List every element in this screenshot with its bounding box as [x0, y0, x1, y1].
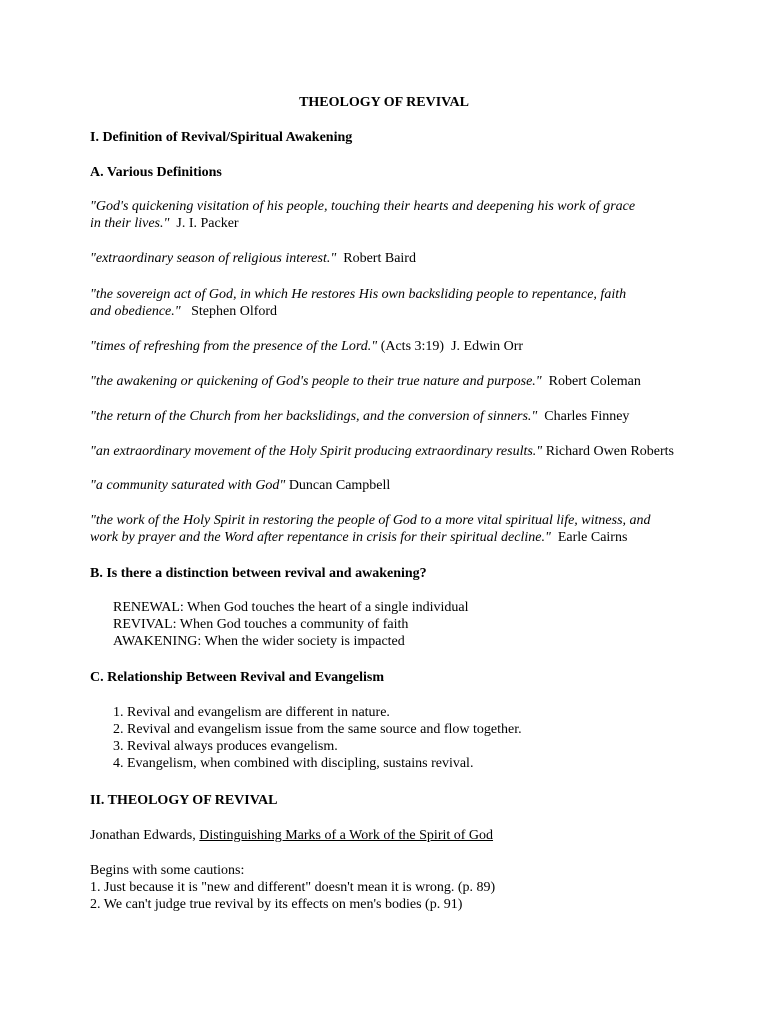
quote-source: Earle Cairns — [557, 530, 628, 545]
quote-text: "an extraordinary movement of the Holy Spirit producing extraordinary results." — [90, 444, 543, 459]
document-title: THEOLOGY OF REVIVAL — [299, 95, 469, 110]
quote-line — [90, 215, 740, 232]
definition-quote-roberts — [90, 443, 740, 460]
distinction-revival: REVIVAL: When God touches a community of faith — [113, 617, 409, 632]
section-1-heading: I. Definition of Revival/Spiritual Awakening — [90, 130, 353, 145]
quote-text: "the return of the Church from her backslidings, and the conversion of sinners." — [90, 409, 538, 424]
work-title: Distinguishing Marks of a Work of the Spirit of God — [199, 828, 494, 843]
definition-quote-olford — [90, 286, 740, 320]
subsection-b-heading: B. Is there a distinction between revival and awakening? — [90, 566, 427, 581]
distinction-awakening: AWAKENING: When the wider society is impacted — [113, 634, 405, 649]
quote-source: Robert Baird — [343, 251, 416, 266]
cautions-intro: Begins with some cautions: — [90, 863, 245, 878]
definition-quote-baird — [90, 250, 740, 267]
distinction-renewal: RENEWAL: When God touches the heart of a single individual — [113, 600, 469, 615]
quote-text: and obedience." — [90, 304, 181, 319]
quote-line — [90, 529, 740, 546]
quote-text: "times of refreshing from the presence of the Lord." — [90, 339, 378, 354]
quote-text: "extraordinary season of religious interest." — [90, 251, 337, 266]
subsection-a-heading: A. Various Definitions — [90, 165, 222, 180]
quote-text: "the work of the Holy Spirit in restoring the people of God to a more vital spiritual life, witness, and — [90, 513, 651, 528]
quote-source: Duncan Campbell — [288, 478, 391, 493]
definition-quote-packer — [90, 198, 740, 232]
definition-quote-coleman — [90, 373, 740, 390]
quote-source: Stephen Olford — [191, 304, 278, 319]
relationship-list — [90, 704, 763, 772]
list-item: 4. Evangelism, when combined with discipling, sustains revival. — [113, 756, 474, 771]
quote-text: in their lives." — [90, 216, 170, 231]
cautions-block — [90, 862, 740, 913]
quote-text: "a community saturated with God" — [90, 478, 286, 493]
quote-text: work by prayer and the Word after repentance in crisis for their spiritual decline." — [90, 530, 551, 545]
quote-reference: (Acts 3:19) — [380, 339, 445, 354]
list-item: 2. We can't judge true revival by its effects on men's bodies (p. 91) — [90, 897, 463, 912]
definition-quote-finney — [90, 408, 740, 425]
quote-text: "the sovereign act of God, in which He restores His own backsliding people to repentance, faith — [90, 287, 627, 302]
quote-source: J. Edwin Orr — [451, 339, 524, 354]
definition-quote-cairns — [90, 512, 740, 546]
section-2-heading: II. THEOLOGY OF REVIVAL — [90, 793, 278, 808]
edwards-reference — [90, 827, 740, 844]
definition-quote-orr — [90, 338, 740, 355]
author-name: Jonathan Edwards, — [90, 828, 196, 843]
definition-quote-campbell — [90, 477, 740, 494]
subsection-c-heading: C. Relationship Between Revival and Evangelism — [90, 670, 385, 685]
quote-source: Richard Owen Roberts — [545, 444, 674, 459]
quote-source: J. I. Packer — [176, 216, 239, 231]
quote-text: "God's quickening visitation of his people, touching their hearts and deepening his work of grace — [90, 199, 636, 214]
quote-source: Charles Finney — [544, 409, 630, 424]
list-item: 3. Revival always produces evangelism. — [113, 739, 338, 754]
list-item: 1. Just because it is "new and different" doesn't mean it is wrong. (p. 89) — [90, 880, 496, 895]
list-item: 1. Revival and evangelism are different in nature. — [113, 705, 390, 720]
quote-line — [90, 303, 740, 320]
quote-text: "the awakening or quickening of God's people to their true nature and purpose." — [90, 374, 542, 389]
list-item: 2. Revival and evangelism issue from the same source and flow together. — [113, 722, 522, 737]
quote-source: Robert Coleman — [548, 374, 641, 389]
distinction-list — [90, 599, 763, 650]
